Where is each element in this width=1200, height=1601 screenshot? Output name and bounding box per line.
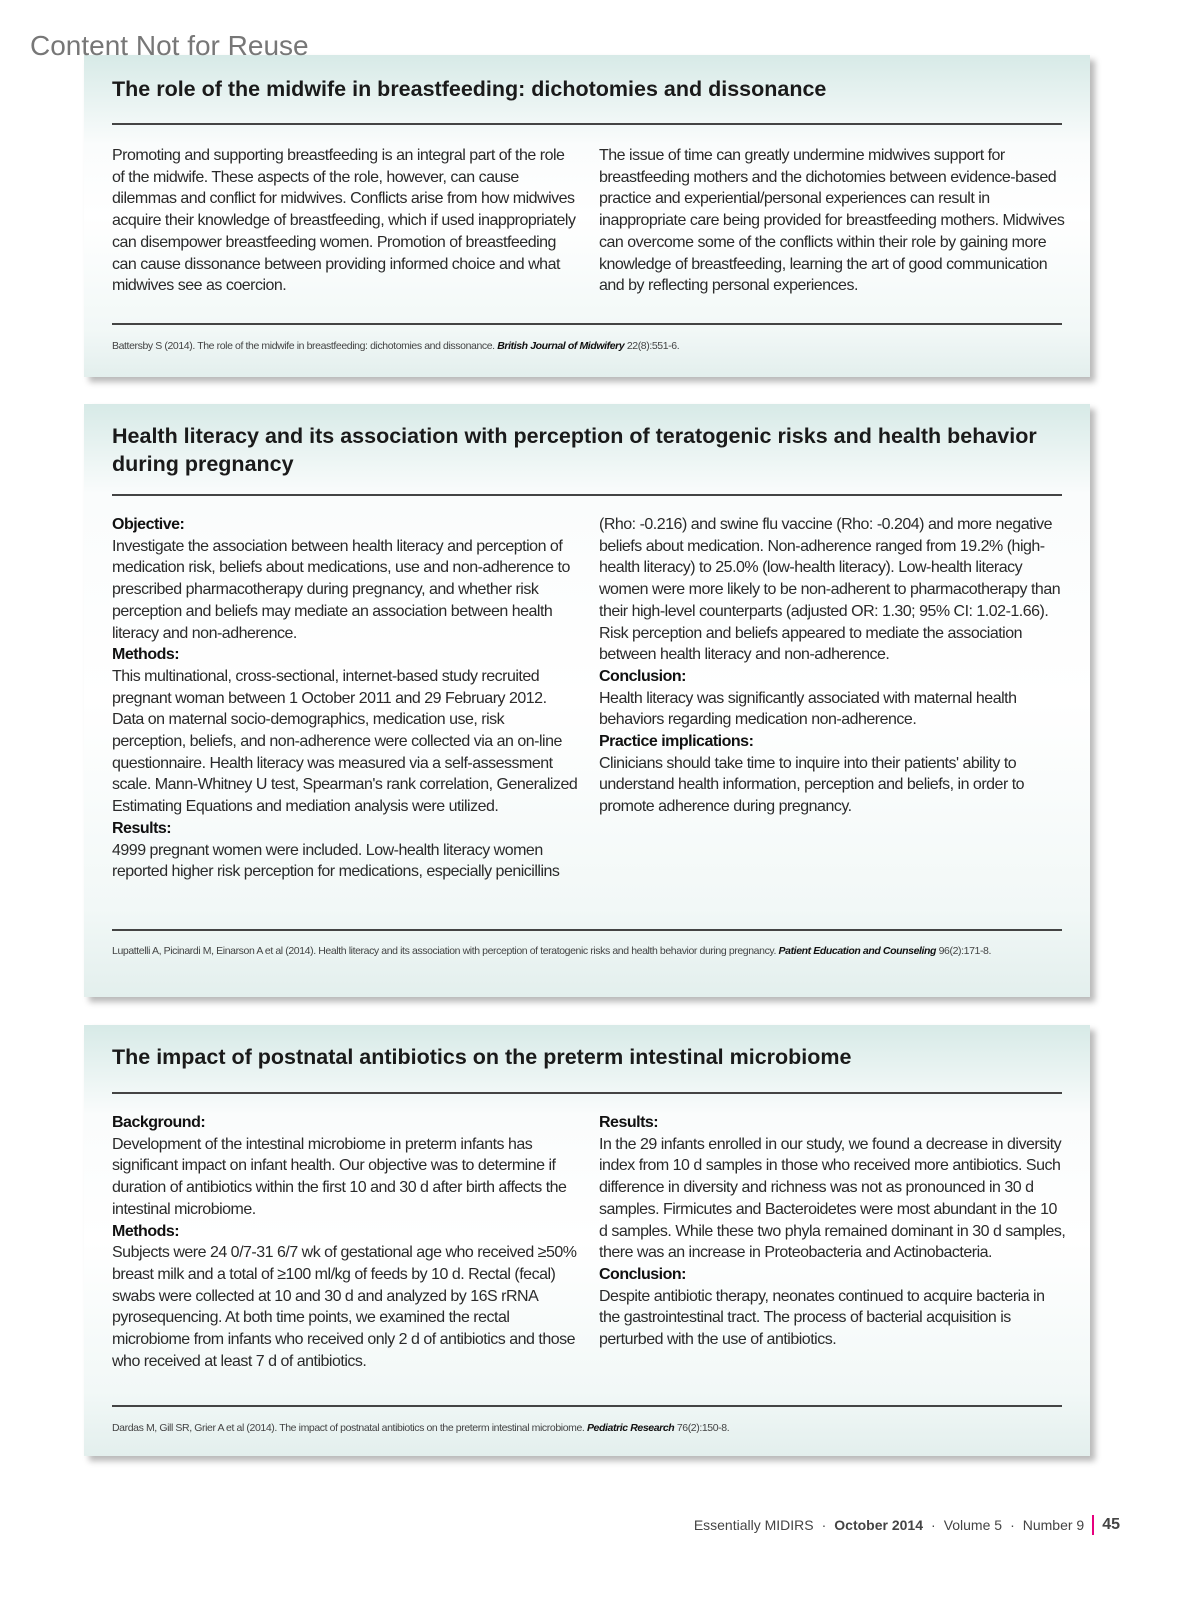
separator (1092, 1515, 1094, 1535)
issue-date: October 2014 (834, 1517, 924, 1533)
divider (112, 323, 1062, 325)
volume: Volume 5 (943, 1517, 1003, 1533)
citation: Lupattelli A, Picinardi M, Einarson A et al (2014). Health literacy and its association with perception of teratogenic risks and health behavior during pregnancy. Patient Education and Counseling 96(2):171-8. (112, 945, 991, 957)
article-box-midwife (84, 55, 1090, 377)
divider (112, 1092, 1062, 1094)
publication-name: Essentially MIDIRS (693, 1517, 814, 1533)
article-title: Health literacy and its association with perception of teratogenic risks and health behavior during pregnancy (112, 424, 1037, 476)
article-text-left: Promoting and supporting breastfeeding is an integral part of the role of the midwife. These aspects of the role, however, can cause dilemmas and conflict for midwives. Conflicts arise from how midwives acquire their knowledge of breastfeeding, which if used inappropriately can disempower breastfeeding women. Promotion of breastfeeding can cause dissonance between providing informed choice and what midwives see as coercion. (112, 147, 576, 295)
divider (112, 929, 1062, 931)
page-footer: Essentially MIDIRS · October 2014 · Volume 5 · Number 9 45 (693, 1516, 1120, 1533)
article-box-antibiotics (84, 1025, 1090, 1456)
citation: Battersby S (2014). The role of the midwife in breastfeeding: dichotomies and dissonance. British Journal of Midwifery 22(8):551-6. (112, 340, 680, 352)
issue-number: Number 9 (1022, 1517, 1085, 1533)
article-box-health-literacy (84, 404, 1090, 997)
watermark: Content Not for Reuse (30, 30, 309, 61)
article-text-right: Results: In the 29 infants enrolled in our study, we found a decrease in diversity index from 10 d samples in those who received more antibiotics. Such difference in diversity and richness was not as pronounced in 30 d samples. Firmicutes and Bacteroidetes were most abundant in the 10 d samples. While these two phyla remained dominant in 30 d samples, there was an increase in Proteobacteria and Actinobacteria. Conclusion: Despite antibiotic therapy, neonates continued to acquire bacteria in the gastrointestinal tract. The process of bacterial acquisition is perturbed with the use of antibiotics. (599, 1114, 1066, 1349)
citation: Dardas M, Gill SR, Grier A et al (2014). The impact of postnatal antibiotics on the preterm intestinal microbiome. Pediatric Research 76(2):150-8. (112, 1422, 730, 1434)
article-text-left: Background: Development of the intestinal microbiome in preterm infants has significant impact on infant health. Our objective was to determine if duration of antibiotics within the first 10 and 30 d after birth affects the intestinal microbiome. Methods: Subjects were 24 0/7-31 6/7 wk of gestational age who received ≥50% breast milk and a total of ≥100 ml/kg of feeds by 10 d. Rectal (fecal) swabs were collected at 10 and 30 d and analyzed by 16S rRNA pyrosequencing. At both time points, we examined the rectal microbiome from infants who received only 2 d of antibiotics and those who received at least 7 d of antibiotics. (112, 1114, 577, 1370)
article-text-right: (Rho: -0.216) and swine flu vaccine (Rho: -0.204) and more negative beliefs about medication. Non-adherence ranged from 19.2% (high-health literacy) to 25.0% (low-health literacy). Low-health literacy women were more likely to be non-adherent to pharmacotherapy than their high-level counterparts (adjusted OR: 1.30; 95% CI: 1.02-1.66). Risk perception and beliefs appeared to mediate the association between health literacy and non-adherence. Conclusion: Health literacy was significantly associated with maternal health behaviors regarding medication non-adherence. Practice implications: Clinicians should take time to inquire into their patients' ability to understand health information, perception and beliefs, in order to promote adherence during pregnancy. (599, 516, 1061, 816)
article-title: The role of the midwife in breastfeeding: dichotomies and dissonance (112, 77, 827, 101)
divider (112, 123, 1062, 125)
divider (112, 494, 1062, 496)
article-title: The impact of postnatal antibiotics on the preterm intestinal microbiome (112, 1045, 852, 1069)
divider (112, 1405, 1062, 1407)
page-number: 45 (1102, 1516, 1120, 1533)
article-text-left: Objective: Investigate the association between health literacy and perception of medication risk, beliefs about medications, use and non-adherence to prescribed pharmacotherapy during pregnancy, and whether risk perception and beliefs may mediate an association between health literacy and non-adherence. Methods: This multinational, cross-sectional, internet-based study recruited pregnant woman between 1 October 2011 and 29 February 2012. Data on maternal socio-demographics, medication use, risk perception, beliefs, and non-adherence were collected via an on-line questionnaire. Health literacy was measured via a self-assessment scale. Mann-Whitney U test, Spearman's rank correlation, Generalized Estimating Equations and mediation analysis were utilized. Results: 4999 pregnant women were included. Low-health literacy women reported higher risk perception for medications, especially penicillins (112, 516, 578, 881)
article-text-right: The issue of time can greatly undermine midwives support for breastfeeding mothers and the dichotomies between evidence-based practice and experiential/personal experiences can result in inappropriate care being provided for breastfeeding mothers. Midwives can overcome some of the conflicts within their role by gaining more knowledge of breastfeeding, learning the art of good communication and by reflecting personal experiences. (599, 147, 1065, 295)
